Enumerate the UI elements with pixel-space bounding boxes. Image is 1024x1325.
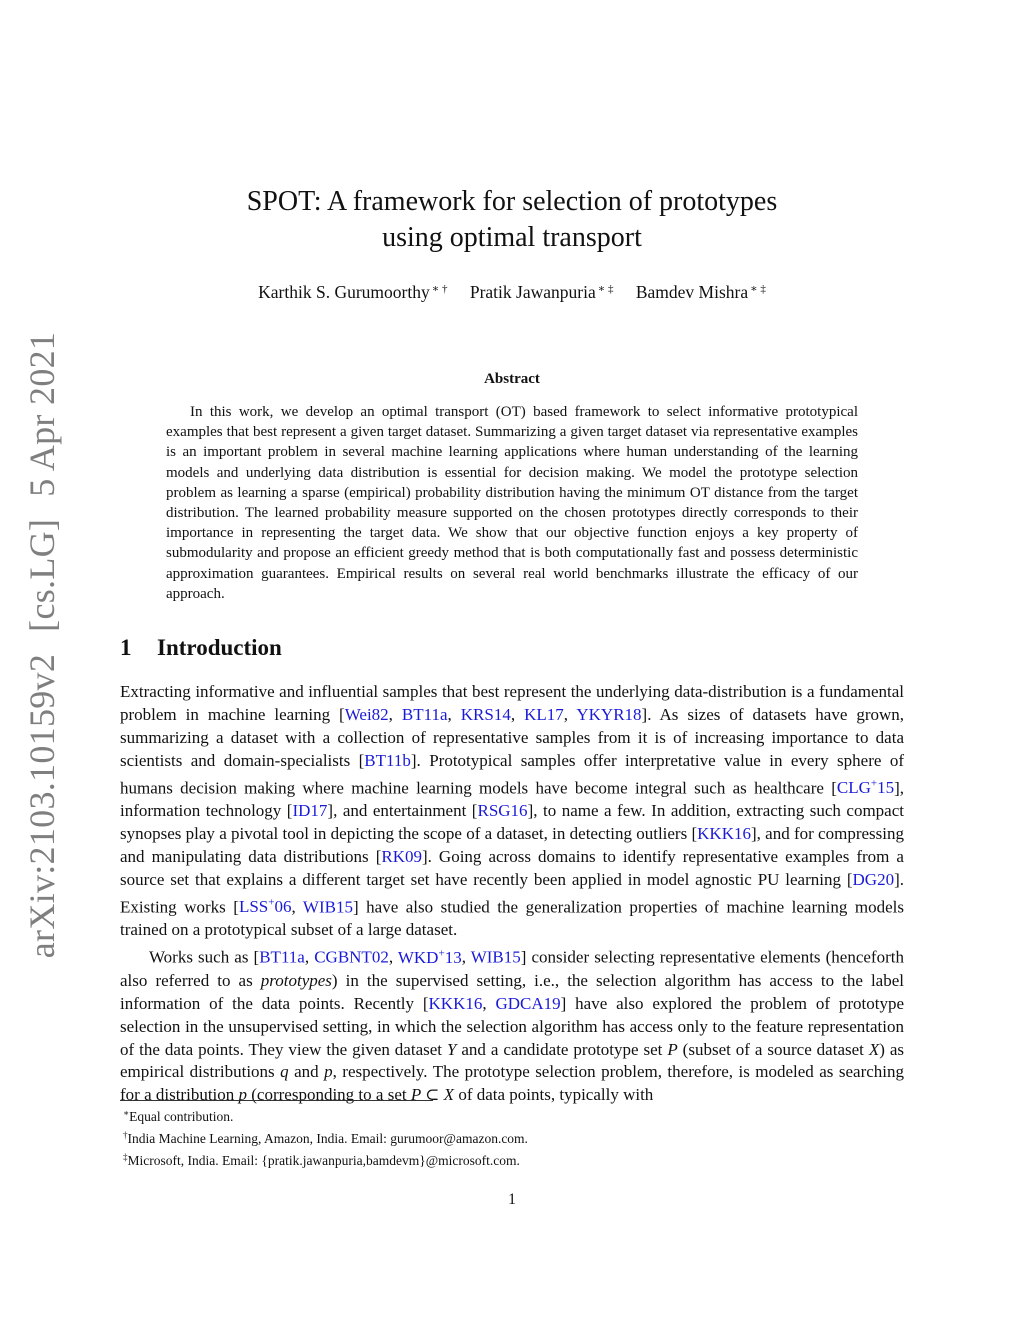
text-run: ], and entertainment [ — [327, 801, 478, 821]
author-list — [0, 282, 1024, 303]
paragraph: Works such as [BT11a, CGBNT02, WKD+13, WIB15] consider selecting representative elements (henceforth also referred to as prototypes) in the supervised setting, i.e., the selection algorithm has access to the label information of the data points. Recently [KKK16, GDCA19] have also explored the problem of prototype selection in the unsupervised setting, in which the selection algorithm has access only to the feature representation of the data points. They view the given dataset Y and a candidate prototype set P (subset of a source dataset X) as empirical distributions q and p, respectively. The prototype selection problem, therefore, is modeled as searching for a distribution p (corresponding to a set P ⊂ X of data points, typically with — [120, 947, 905, 1105]
title-line-1: SPOT: A framework for selection of prototypes — [246, 186, 778, 217]
citation-link[interactable]: KL17 — [524, 704, 564, 724]
citation-sup: + — [438, 947, 445, 960]
author — [470, 282, 614, 303]
citation-link[interactable]: RSG16 — [477, 801, 528, 821]
section-heading — [120, 635, 282, 661]
footnote-text: Equal contribution. — [129, 1109, 234, 1124]
math-expression: P ⊂ X — [410, 1085, 455, 1105]
citation-link[interactable]: KKK16 — [697, 824, 751, 844]
citation-link[interactable]: ID17 — [292, 801, 328, 821]
footnote — [120, 1104, 904, 1126]
section-number: 1 — [120, 635, 132, 660]
citation-link[interactable]: WIB15 — [470, 947, 521, 967]
paper-title — [0, 184, 1024, 256]
text-run: and — [288, 1062, 325, 1082]
title-line-2: using optimal transport — [382, 222, 642, 253]
text-run: ] have also explored the problem of prototype selection in the unsupervised setting, in which the selection algorithm has access only to the feature representation of the data points. They view the given dataset — [120, 993, 904, 1059]
arxiv-id[interactable]: arXiv:2103.10159v2 — [22, 653, 62, 959]
citation-tail: 06 — [274, 897, 292, 917]
citation-link[interactable]: WIB15 — [302, 897, 353, 917]
footnotes — [120, 1104, 904, 1170]
page-number: 1 — [508, 1191, 516, 1208]
arxiv-category: [cs.LG] — [22, 518, 62, 632]
text-run: ] have also studied the generalization properties of machine learning models trained on a prototypical subset of a large dataset. — [120, 897, 904, 940]
footnote — [120, 1126, 904, 1148]
abstract-heading: Abstract — [484, 371, 540, 387]
citation-tail: 13 — [444, 947, 462, 967]
abstract-text — [166, 402, 858, 604]
citation-link[interactable] — [398, 948, 462, 967]
text-run: (subset of a source dataset — [677, 1039, 869, 1059]
text-run: Works such as [ — [149, 947, 260, 967]
citation-sup: + — [870, 777, 878, 790]
citation-tail: 15 — [877, 778, 895, 798]
author-affiliation-marks: ∗ ‡ — [750, 283, 766, 295]
citation-base: LSS — [238, 897, 269, 917]
author-name: Karthik S. Gurumoorthy — [258, 282, 430, 302]
text-run: ], information technology [ — [120, 778, 904, 821]
text-run: ]. Existing works [ — [120, 869, 904, 917]
footnote-mark: † — [123, 1130, 128, 1140]
text-run: ]. Prototypical samples offer interpretative value in every sphere of humans decision making where machine learning models have become integral such as healthcare [ — [120, 750, 904, 798]
text-run: ], to name a few. In addition, extracting such compact synopses play a pivotal tool in depicting the scope of a dataset, in detecting outliers [ — [120, 801, 904, 844]
citation-link[interactable]: RK09 — [381, 847, 422, 866]
math-variable: X — [868, 1039, 880, 1059]
text-run: and a candidate prototype set — [456, 1039, 668, 1059]
footnote-text: India Machine Learning, Amazon, India. Email: gurumoor@amazon.com. — [127, 1131, 528, 1146]
citation-link[interactable] — [837, 778, 894, 797]
citation-link[interactable]: BT11a — [259, 947, 305, 967]
text-run: ) in the supervised setting, i.e., the selection algorithm has access to the label information of the data points. Recently [ — [120, 970, 904, 1013]
citation-link[interactable]: BT11a — [401, 704, 448, 724]
paragraph: Extracting informative and influential samples that best represent the underlying data-distribution is a fundamental problem in machine learning [Wei82, BT11a, KRS14, KL17, YKYR18]. As sizes of datasets have grown, summarizing a dataset with a collection of representative samples from it is of increasing importance to data scientists and domain-specialists [BT11b]. Prototypical samples offer interpretative value in every sphere of humans decision making where machine learning models have become integral such as healthcare [CLG+15], information technology [ID17], and entertainment [RSG16], to name a few. In addition, extracting such compact synopses play a pivotal tool in depicting the scope of a dataset, in detecting outliers [KKK16], and for compressing and manipulating data distributions [RK09]. Going across domains to identify representative examples from a source set that explains a different target set have recently been applied in model agnostic PU learning [DG20]. Existing works [LSS+06, WIB15] have also studied the generalization properties of machine learning models trained on a prototypical subset of a large dataset. — [120, 682, 905, 940]
footnote-text: Microsoft, India. Email: {pratik.jawanpuria,bamdevm}@microsoft.com. — [127, 1153, 520, 1168]
citation-link[interactable]: Wei82 — [344, 704, 389, 724]
citation-link[interactable]: BT11b — [364, 750, 411, 770]
author-name: Bamdev Mishra — [635, 282, 749, 302]
arxiv-date: 5 Apr 2021 — [22, 331, 62, 497]
text-run: ) as empirical distributions — [120, 1039, 904, 1082]
author — [636, 282, 766, 303]
text-run: , respectively. The prototype selection problem, therefore, is modeled as searching for a distribution — [120, 1062, 905, 1105]
emphasis-text: prototypes — [260, 970, 332, 990]
math-variable: p — [238, 1085, 248, 1105]
citation-link[interactable]: KKK16 — [428, 993, 483, 1013]
text-run: ]. Going across domains to identify representative examples from a source set that explains a different target set have recently been applied in model agnostic PU learning [ — [120, 847, 904, 889]
footnote — [120, 1148, 904, 1170]
text-run: ]. As sizes of datasets have grown, summarizing a dataset with a collection of representative samples from it is of increasing importance to data scientists and domain-specialists [ — [120, 704, 905, 770]
section-title: Introduction — [157, 635, 282, 660]
citation-base: WKD — [397, 947, 439, 967]
math-variable: p — [324, 1062, 333, 1082]
abstract-text-content: In this work, we develop an optimal transport (OT) based framework to select informative prototypical examples that best represent a given target dataset. Summarizing a given target dataset via representative examples is an important problem in several machine learning applications where human understanding of the learning models and underlying data distribution is essential for decision making. We model the prototype selection problem as learning a sparse (empirical) probability distribution having the minimum OT distance from the target distribution. The learned probability measure supported on the chosen prototypes directly corresponds to their importance in representing the target data. We show that our objective function enjoys a key property of submodularity and propose an efficient greedy method that is both computationally fast and possess deterministic approximation guarantees. Empirical results on several real world benchmarks illustrate the efficacy of our approach. — [166, 404, 858, 602]
text-run: Extracting informative and influential samples that best represent the underlying data-distribution is a fundamental problem in machine learning [ — [120, 682, 904, 724]
author-name: Pratik Jawanpuria — [469, 282, 596, 302]
math-variable: q — [280, 1062, 289, 1082]
author — [258, 282, 447, 303]
introduction-body — [120, 681, 904, 1107]
text-run: of data points, typically with — [454, 1085, 654, 1105]
citation-sup: + — [268, 896, 275, 909]
citation-link[interactable]: GDCA19 — [495, 993, 561, 1013]
citation-link[interactable]: DG20 — [852, 869, 895, 889]
math-variable: Y — [446, 1039, 457, 1059]
citation-link[interactable]: YKYR18 — [576, 704, 642, 724]
author-affiliation-marks: ∗ † — [431, 283, 448, 295]
footnote-divider — [120, 1100, 433, 1101]
citation-link[interactable] — [239, 897, 292, 916]
citation-link[interactable]: CGBNT02 — [314, 947, 389, 967]
text-run: ], and for compressing and manipulating data distributions [ — [120, 824, 904, 866]
footnote-mark: ‡ — [123, 1152, 128, 1162]
citation-link[interactable]: KRS14 — [460, 704, 511, 724]
footnote-mark: ∗ — [123, 1108, 130, 1118]
text-run: ] consider selecting representative elements (henceforth also referred to as — [120, 947, 904, 990]
text-run: (corresponding to a set — [247, 1085, 411, 1105]
math-variable: P — [667, 1039, 678, 1059]
citation-base: CLG — [836, 778, 871, 798]
author-affiliation-marks: ∗ ‡ — [597, 283, 614, 295]
arxiv-stamp — [21, 332, 63, 958]
